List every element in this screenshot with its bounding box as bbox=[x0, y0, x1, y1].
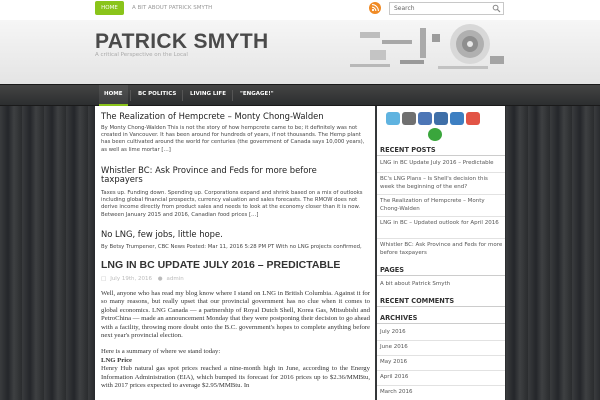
divider bbox=[377, 370, 505, 371]
archive-link[interactable]: May 2016 bbox=[380, 359, 408, 365]
post-body bbox=[101, 290, 370, 398]
user-icon: ● bbox=[157, 276, 163, 282]
rss-icon[interactable] bbox=[369, 2, 381, 14]
feed-item-excerpt: By Monty Chong-Walden This is not the story of how hempcrete came to be; it definitely was not created in Vancouver. It has been around for hundreds of years, if not thousands. The Hemp plant has been cultivated around the world for centuries (the government of Canada says 10,000 years), as well as lime mortar […] bbox=[101, 125, 365, 153]
page-link[interactable]: A bit about Patrick Smyth bbox=[380, 281, 451, 287]
top-link-about[interactable]: A BIT ABOUT PATRICK SMYTH bbox=[132, 5, 213, 11]
pages-heading: PAGES bbox=[377, 264, 505, 276]
flickr-icon[interactable] bbox=[434, 112, 448, 125]
feed-item-title[interactable]: Whistler BC: Ask Province and Feds for more before taxpayers bbox=[101, 165, 317, 184]
post-paragraph: Here is a summary of where we stand today: bbox=[101, 348, 221, 356]
top-link-home[interactable]: HOME bbox=[95, 1, 124, 15]
recent-post-link[interactable]: LNG in BC – Updated outlook for April 2016 bbox=[380, 220, 499, 226]
main-nav bbox=[0, 84, 600, 106]
nav-living-life[interactable]: LIVING LIFE bbox=[190, 91, 226, 97]
post-paragraph: Henry Hub natural gas spot prices reached a nine-month high in June, according to the Energy Information Administration (EIA), which bumped its forecast for 2016 prices up to $2.36/MMBtu, with 2017 prices expected to average $2.95/MMBtu. In bbox=[101, 365, 370, 390]
feed-item-excerpt: Taxes up. Funding down. Spending up. Corporations expand and shrink based on a mix of outlooks including global financial prospects, currency valuation and sales forecasts. The RMOW does not derive income directly from product sales and needs to look at the economy closer than it is now. Between January 2015 and 2016, Canadian food prices […] bbox=[101, 190, 363, 218]
post-subheading: LNG Price bbox=[101, 356, 133, 364]
divider bbox=[377, 355, 505, 356]
divider bbox=[377, 194, 505, 195]
nav-divider bbox=[182, 90, 183, 101]
recent-post-link[interactable]: BC's LNG Plans – Is Shell's decision this week the beginning of the end? bbox=[380, 176, 488, 190]
divider bbox=[377, 172, 505, 173]
site-title[interactable]: PATRICK SMYTH bbox=[95, 30, 269, 53]
technorati-icon[interactable] bbox=[466, 112, 480, 125]
main-content bbox=[95, 106, 375, 400]
site-header bbox=[0, 20, 600, 84]
archive-link[interactable]: March 2016 bbox=[380, 389, 413, 395]
add-icon[interactable] bbox=[428, 128, 442, 141]
archive-link[interactable]: July 2016 bbox=[380, 329, 406, 335]
calendar-icon: □ bbox=[101, 276, 107, 282]
stumbleupon-icon[interactable] bbox=[450, 112, 464, 125]
archives-heading: ARCHIVES bbox=[377, 312, 505, 324]
post-author[interactable]: admin bbox=[166, 276, 184, 282]
post-title[interactable]: LNG IN BC UPDATE JULY 2016 – PREDICTABLE bbox=[101, 259, 341, 271]
site-tagline: A critical Perspective on the Local bbox=[95, 52, 188, 58]
nav-divider bbox=[130, 90, 131, 101]
header-artwork bbox=[320, 20, 520, 84]
delicious-icon[interactable] bbox=[418, 112, 432, 125]
recent-comments-heading: RECENT COMMENTS bbox=[377, 295, 505, 307]
digg-icon[interactable] bbox=[402, 112, 416, 125]
search-icon[interactable] bbox=[492, 4, 501, 13]
post-date: July 19th, 2016 bbox=[110, 276, 152, 282]
recent-post-link[interactable]: The Realization of Hempcrete – Monty Chong-Walden bbox=[380, 198, 485, 212]
archive-link[interactable]: June 2016 bbox=[380, 344, 408, 350]
top-bar bbox=[0, 0, 600, 20]
nav-engage[interactable]: "ENGAGE!" bbox=[240, 91, 274, 97]
divider bbox=[377, 216, 505, 217]
search-input[interactable]: Search bbox=[389, 2, 504, 15]
divider bbox=[377, 238, 505, 239]
social-icons bbox=[384, 112, 500, 142]
divider bbox=[377, 340, 505, 341]
recent-posts-heading: RECENT POSTS bbox=[377, 144, 505, 156]
post-meta bbox=[101, 276, 188, 282]
feed-item-excerpt: By Betsy Trumpener, CBC News Posted: Mar 11, 2016 5:28 PM PT With no LNG projects confirmed, bbox=[101, 244, 362, 250]
sidebar bbox=[377, 106, 505, 400]
recent-post-link[interactable]: Whistler BC: Ask Province and Feds for more before taxpayers bbox=[380, 242, 503, 256]
feed-item-title[interactable]: The Realization of Hempcrete – Monty Chong-Walden bbox=[101, 111, 324, 121]
feed-item-title[interactable]: No LNG, few jobs, little hope. bbox=[101, 229, 223, 239]
archive-link[interactable]: April 2016 bbox=[380, 374, 409, 380]
twitter-icon[interactable] bbox=[386, 112, 400, 125]
nav-home[interactable]: HOME bbox=[99, 85, 128, 106]
recent-post-link[interactable]: LNG in BC Update July 2016 – Predictable bbox=[380, 160, 494, 166]
divider bbox=[377, 385, 505, 386]
post-paragraph: Well, anyone who has read my blog know where I stand on LNG in British Columbia. Against it for so many reasons, but really upset that our provincial government has no clue when it comes to global economics. LNG Canada — a partnership of Royal Dutch Shell, Korea Gas, Mitsubishi and PetroChina — made an announcement Monday that they were postponing their decision to go ahead with a facility, throwing more doubt onto the B.C. government's hopes to complete anything before next year's provincial election. bbox=[101, 290, 370, 340]
nav-bc-politics[interactable]: BC POLITICS bbox=[138, 91, 177, 97]
nav-divider bbox=[232, 90, 233, 101]
